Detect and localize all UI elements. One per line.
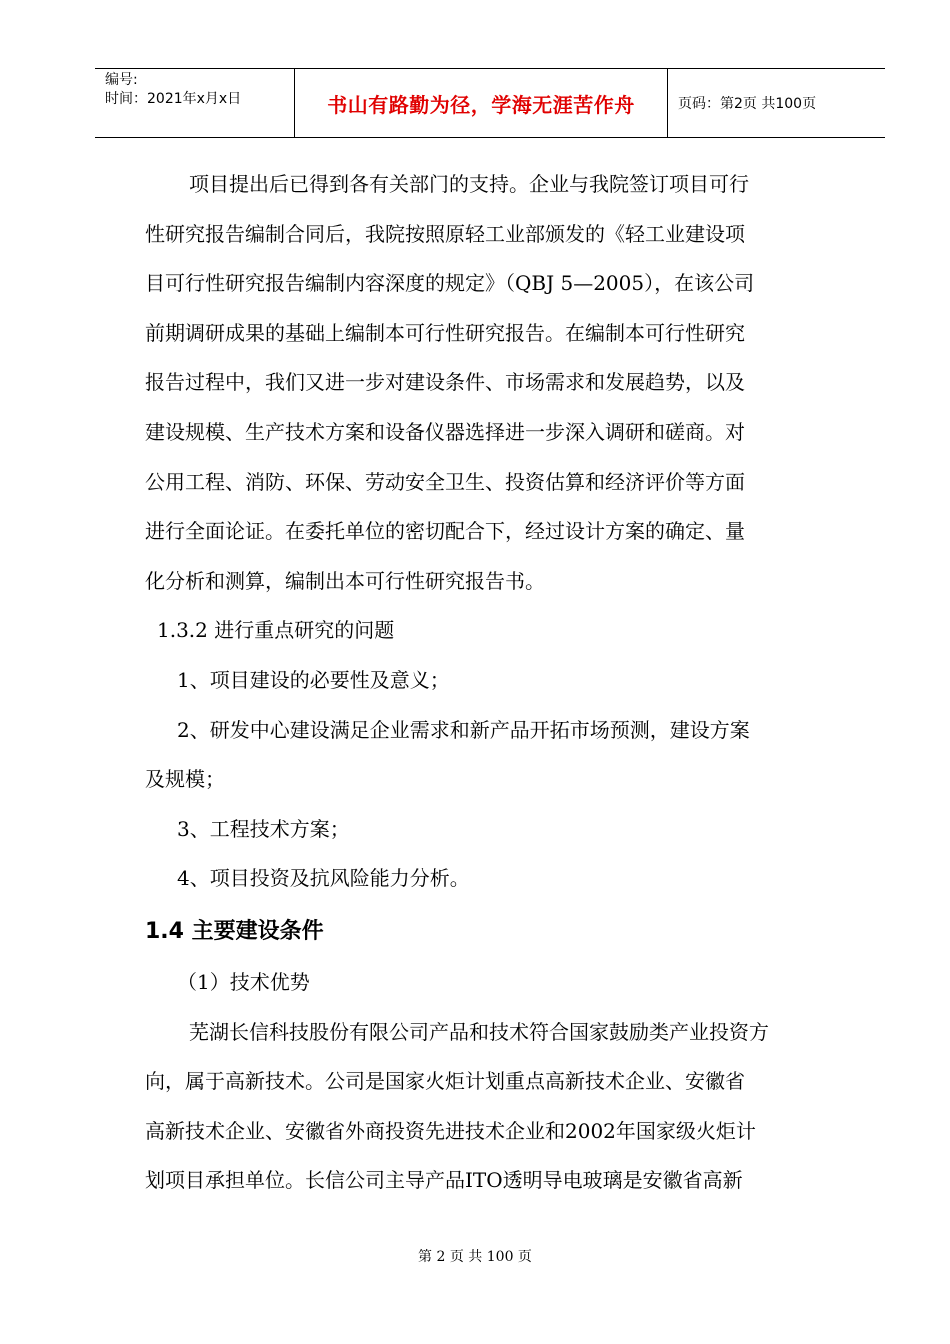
list-item-1: 1、项目建设的必要性及意义； (177, 667, 450, 692)
paragraph-line: 化分析和测算，编制出本可行性研究报告书。 (145, 568, 545, 593)
paragraph-line: 划项目承担单位。长信公司主导产品ITO透明导电玻璃是安徽省高新 (145, 1168, 743, 1193)
header-motto: 书山有路勤为径，学海无涯苦作舟 (295, 69, 668, 137)
list-item-4: 4、项目投资及抗风险能力分析。 (177, 866, 470, 891)
paragraph-tech (145, 1008, 845, 1206)
paragraph-line: 芜湖长信科技股份有限公司产品和技术符合国家鼓励类产业投资方 (189, 1019, 769, 1044)
paragraph-line: 公用工程、消防、环保、劳动安全卫生、投资估算和经济评价等方面 (145, 469, 745, 494)
tech-advantage-heading: （1）技术优势 (177, 969, 310, 994)
page-footer: 第 2 页 共 100 页 (418, 1249, 532, 1265)
header-time-label: 时间：2021年x月x日 (105, 91, 242, 107)
list-item-line: 2、研发中心建设满足企业需求和新产品开拓市场预测，建设方案 (177, 717, 750, 742)
list-item-2 (145, 706, 845, 805)
paragraph-line: 向，属于高新技术。公司是国家火炬计划重点高新技术企业、安徽省 (145, 1069, 745, 1094)
paragraph-line: 报告过程中，我们又进一步对建设条件、市场需求和发展趋势，以及 (145, 370, 745, 395)
paragraph-line: 目可行性研究报告编制内容深度的规定》（QBJ 5—2005），在该公司 (145, 271, 755, 296)
paragraph-line: 前期调研成果的基础上编制本可行性研究报告。在编制本可行性研究 (145, 320, 745, 345)
paragraph-intro (145, 160, 845, 606)
subheading-key-issues: 1.3.2 进行重点研究的问题 (157, 618, 395, 643)
header-page-info: 页码：第2页 共100页 (678, 96, 817, 112)
paragraph-line: 建设规模、生产技术方案和设备仪器选择进一步深入调研和磋商。对 (145, 419, 745, 444)
header-number-label: 编号: (105, 72, 138, 88)
page-header (95, 68, 885, 138)
paragraph-line: 性研究报告编制合同后，我院按照原轻工业部颁发的《轻工业建设项 (145, 221, 745, 246)
paragraph-line: 高新技术企业、安徽省外商投资先进技术企业和2002年国家级火炬计 (145, 1118, 756, 1143)
section-title: 1.4 主要建设条件 (145, 918, 324, 944)
paragraph-line: 项目提出后已得到各有关部门的支持。企业与我院签订项目可行 (189, 172, 749, 196)
paragraph-line: 进行全面论证。在委托单位的密切配合下，经过设计方案的确定、量 (145, 519, 745, 544)
header-meta (95, 69, 295, 137)
list-item-3: 3、工程技术方案； (177, 816, 350, 841)
list-item-line: 及规模； (145, 767, 225, 792)
document-body (145, 160, 845, 1206)
